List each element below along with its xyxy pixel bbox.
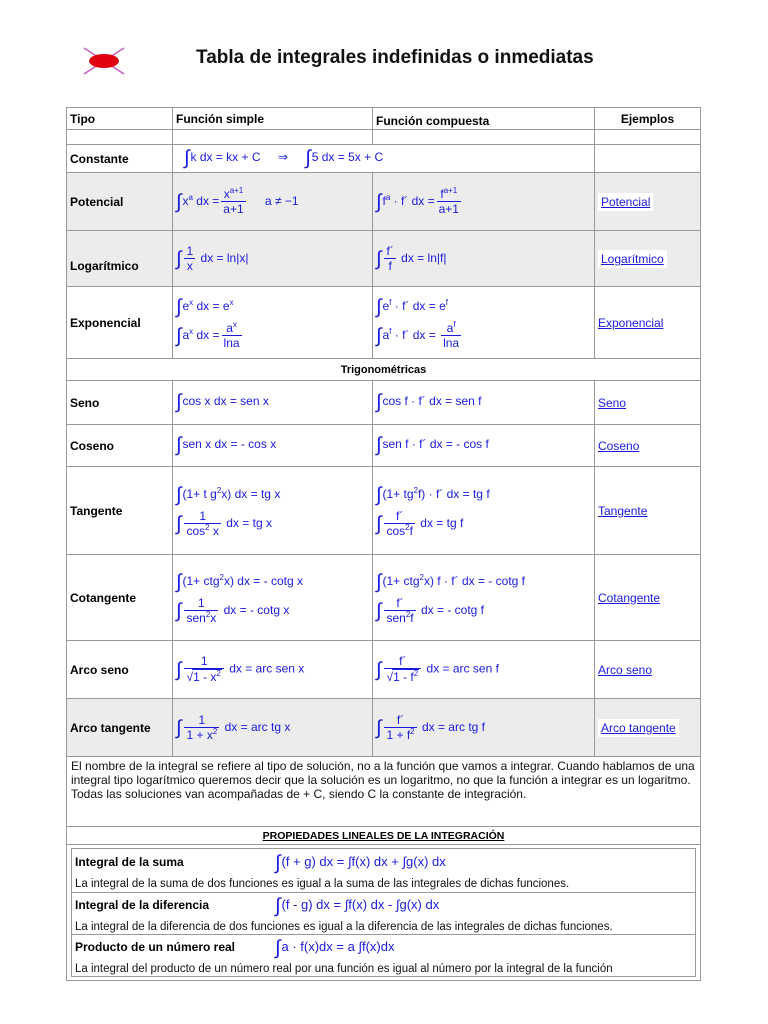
formula-potencial-compuesta: $\int f^a$ · f´ dx = $\frac{f^{a+1}}{a+1}$ — [373, 173, 595, 231]
link-potencial[interactable]: Potencial — [601, 194, 651, 209]
row-seno: Seno ∫cos x dx = sen x ∫cos f · f´ dx = sen f Seno — [67, 381, 701, 425]
seno-compuesta: cos f · f´ dx = sen f — [382, 394, 482, 408]
row-note — [67, 757, 701, 827]
integral-table — [66, 107, 701, 981]
label-cotangente: Cotangente — [67, 555, 173, 641]
label-seno: Seno — [67, 381, 173, 425]
constante-simple: k dx = kx + C — [190, 150, 261, 164]
formula-logaritmico-simple: ∫ $\frac{1}{x}$ dx = ln|x| — [173, 231, 373, 287]
logo-icon — [82, 46, 126, 76]
row-cotangente — [67, 555, 701, 641]
formula-arcoseno-compuesta: ∫ $\frac{f´}{√1 - f^2}$ dx = arc sen f — [373, 641, 595, 699]
seno-simple: cos x dx = sen x — [182, 394, 269, 408]
coseno-compuesta: sen f · f´ dx = - cos f — [382, 437, 489, 451]
label-logaritmico: Logarítmico — [67, 231, 173, 287]
prop-suma-formula: (f + g) dx = ∫f(x) dx + ∫g(x) dx — [281, 853, 446, 869]
label-constante: Constante — [67, 145, 173, 173]
header-ejemplos: Ejemplos — [595, 108, 701, 130]
formula-cotangente-compuesta: ∫(1+ ctg$^2$x) f · f´ dx = - cotg f ∫ f´ sen$^2$f dx = - cotg f — [373, 555, 595, 641]
prop-producto-label: Producto de un número real — [75, 939, 236, 954]
coseno-simple: sen x dx = - cos x — [182, 437, 277, 451]
row-coseno: Coseno ∫sen x dx = - cos x ∫sen f · f´ dx = - cos f Coseno — [67, 425, 701, 467]
link-seno[interactable]: Seno — [598, 395, 627, 410]
label-coseno: Coseno — [67, 425, 173, 467]
prop-suma: Integral de la suma ∫(f + g) dx = ∫f(x) dx + ∫g(x) dx La integral de la suma de dos funciones es igual a la suma de las integrales de dichas funciones. — [72, 849, 696, 893]
header-simple: Función simple — [173, 108, 373, 130]
row-logaritmico — [67, 231, 701, 287]
label-exponencial: Exponencial — [67, 287, 173, 359]
prop-suma-label: Integral de la suma — [75, 854, 184, 869]
prop-diferencia-formula: (f - g) dx = ∫f(x) dx - ∫g(x) dx — [281, 896, 440, 912]
prop-producto-formula: a · f(x)dx = a ∫f(x)dx — [281, 938, 395, 954]
header-tipo: Tipo — [67, 108, 173, 130]
formula-tangente-simple: ∫(1+ t $g^2x$) dx = tg x ∫ $\frac{1}{\cos^2 x}$ dx = tg x — [173, 467, 373, 555]
label-arcotangente: Arco tangente — [67, 699, 173, 757]
formula-cotangente-simple: ∫(1+ ctg$^2$x) dx = - cotg x ∫ 1 sen$^2$x dx = - cotg x — [173, 555, 373, 641]
table-header-row — [67, 108, 701, 130]
prop-diferencia-desc: La integral de la diferencia de dos funciones es igual a la diferencia de las integrales de dichas funciones. — [75, 920, 613, 933]
label-potencial: Potencial — [67, 173, 173, 231]
formula-potencial-simple: $\int x^a$ dx = $\frac{x^{a+1}}{a+1}$ a ≠ −1 — [173, 173, 373, 231]
formula-exponencial-compuesta: $\int e^f$ · f´ dx = $e^f$ $\int a^f$ · f´ dx = $\frac{a^f}{\ln a}$ — [373, 287, 595, 359]
formula-arcotangente-compuesta: ∫ $\frac{f´}{1 + f^2}$ dx = arc tg f — [373, 699, 595, 757]
link-coseno[interactable]: Coseno — [598, 438, 640, 453]
row-exponencial — [67, 287, 701, 359]
note-line1: El nombre de la integral se refiere al tipo de solución, no a la función que vamos a integrar. Cuando hablamos de una integral tipo logarítmico queremos decir que la solución es un logaritmo, no que la función a integrar es un logaritmo. — [71, 759, 695, 787]
prop-diferencia: Integral de la diferencia ∫(f - g) dx = ∫f(x) dx - ∫g(x) dx La integral de la diferencia de dos funciones es igual a la diferencia de las integrales de dichas funciones. — [72, 893, 696, 935]
link-tangente[interactable]: Tangente — [598, 503, 648, 518]
log-compuesta-rhs: dx = ln|f| — [401, 250, 447, 265]
spacer-row — [67, 130, 701, 145]
row-trig-header — [67, 359, 701, 381]
label-arcoseno: Arco seno — [67, 641, 173, 699]
note — [67, 757, 701, 827]
page-title: Tabla de integrales indefinidas o inmediatas — [196, 47, 594, 68]
prop-producto-desc: La integral del producto de un número real por una función es igual al número por la integral de la función — [75, 962, 613, 975]
constante-example: 5 dx = 5x + C — [311, 150, 384, 164]
formula-logaritmico-compuesta: ∫ $\frac{f´}{f}$ dx = ln|f| — [373, 231, 595, 287]
prop-producto: Producto de un número real ∫a · f(x)dx = a ∫f(x)dx La integral del producto de un número real por una función es igual al número por la integral de la función — [72, 935, 696, 977]
formula-exponencial-simple: $\int e^x$ dx = $e^x$ $\int a^x$ dx = $\frac{a^x}{\ln a}$ — [173, 287, 373, 359]
link-arcoseno[interactable]: Arco seno — [598, 662, 653, 677]
label-tangente: Tangente — [67, 467, 173, 555]
row-potencial — [67, 173, 701, 231]
potencial-cond: a ≠ −1 — [265, 193, 299, 208]
link-arcotangente[interactable]: Arco tangente — [601, 720, 676, 735]
note-line2: Todas las soluciones van acompañadas de + C, siendo C la constante de integración. — [71, 787, 527, 801]
prop-diferencia-label: Integral de la diferencia — [75, 897, 210, 912]
row-arcoseno — [67, 641, 701, 699]
formula-arcotangente-simple: ∫ $\frac{1}{1 + x^2}$ dx = arc tg x — [173, 699, 373, 757]
prop-suma-desc: La integral de la suma de dos funciones es igual a la suma de las integrales de dichas funciones. — [75, 877, 570, 890]
trig-header: Trigonométricas — [67, 359, 701, 381]
props-header: PROPIEDADES LINEALES DE LA INTEGRACIÓN — [67, 827, 701, 845]
row-props-header — [67, 827, 701, 845]
log-simple-rhs: dx = ln|x| — [200, 250, 249, 265]
link-exponencial[interactable]: Exponencial — [598, 315, 664, 330]
formula-tangente-compuesta: $\int(1+ tg^2f)$ · f´ dx = tg f ∫ $\frac{f´}{\cos^2f}$ dx = tg f — [373, 467, 595, 555]
formula-constante: ∫k dx = kx + C ⇒ ∫5 dx = 5x + C — [173, 145, 595, 173]
implies-icon: ⇒ — [277, 150, 288, 164]
row-constante — [67, 145, 701, 173]
link-logaritmico[interactable]: Logarítmico — [601, 251, 664, 266]
link-cotangente[interactable]: Cotangente — [598, 590, 661, 605]
header-compuesta: Función compuesta — [373, 108, 595, 130]
props-table — [71, 848, 696, 977]
formula-arcoseno-simple: ∫ $\frac{1}{√1 - x^2}$ dx = arc sen x — [173, 641, 373, 699]
row-arcotangente — [67, 699, 701, 757]
row-props — [67, 845, 701, 981]
row-tangente — [67, 467, 701, 555]
